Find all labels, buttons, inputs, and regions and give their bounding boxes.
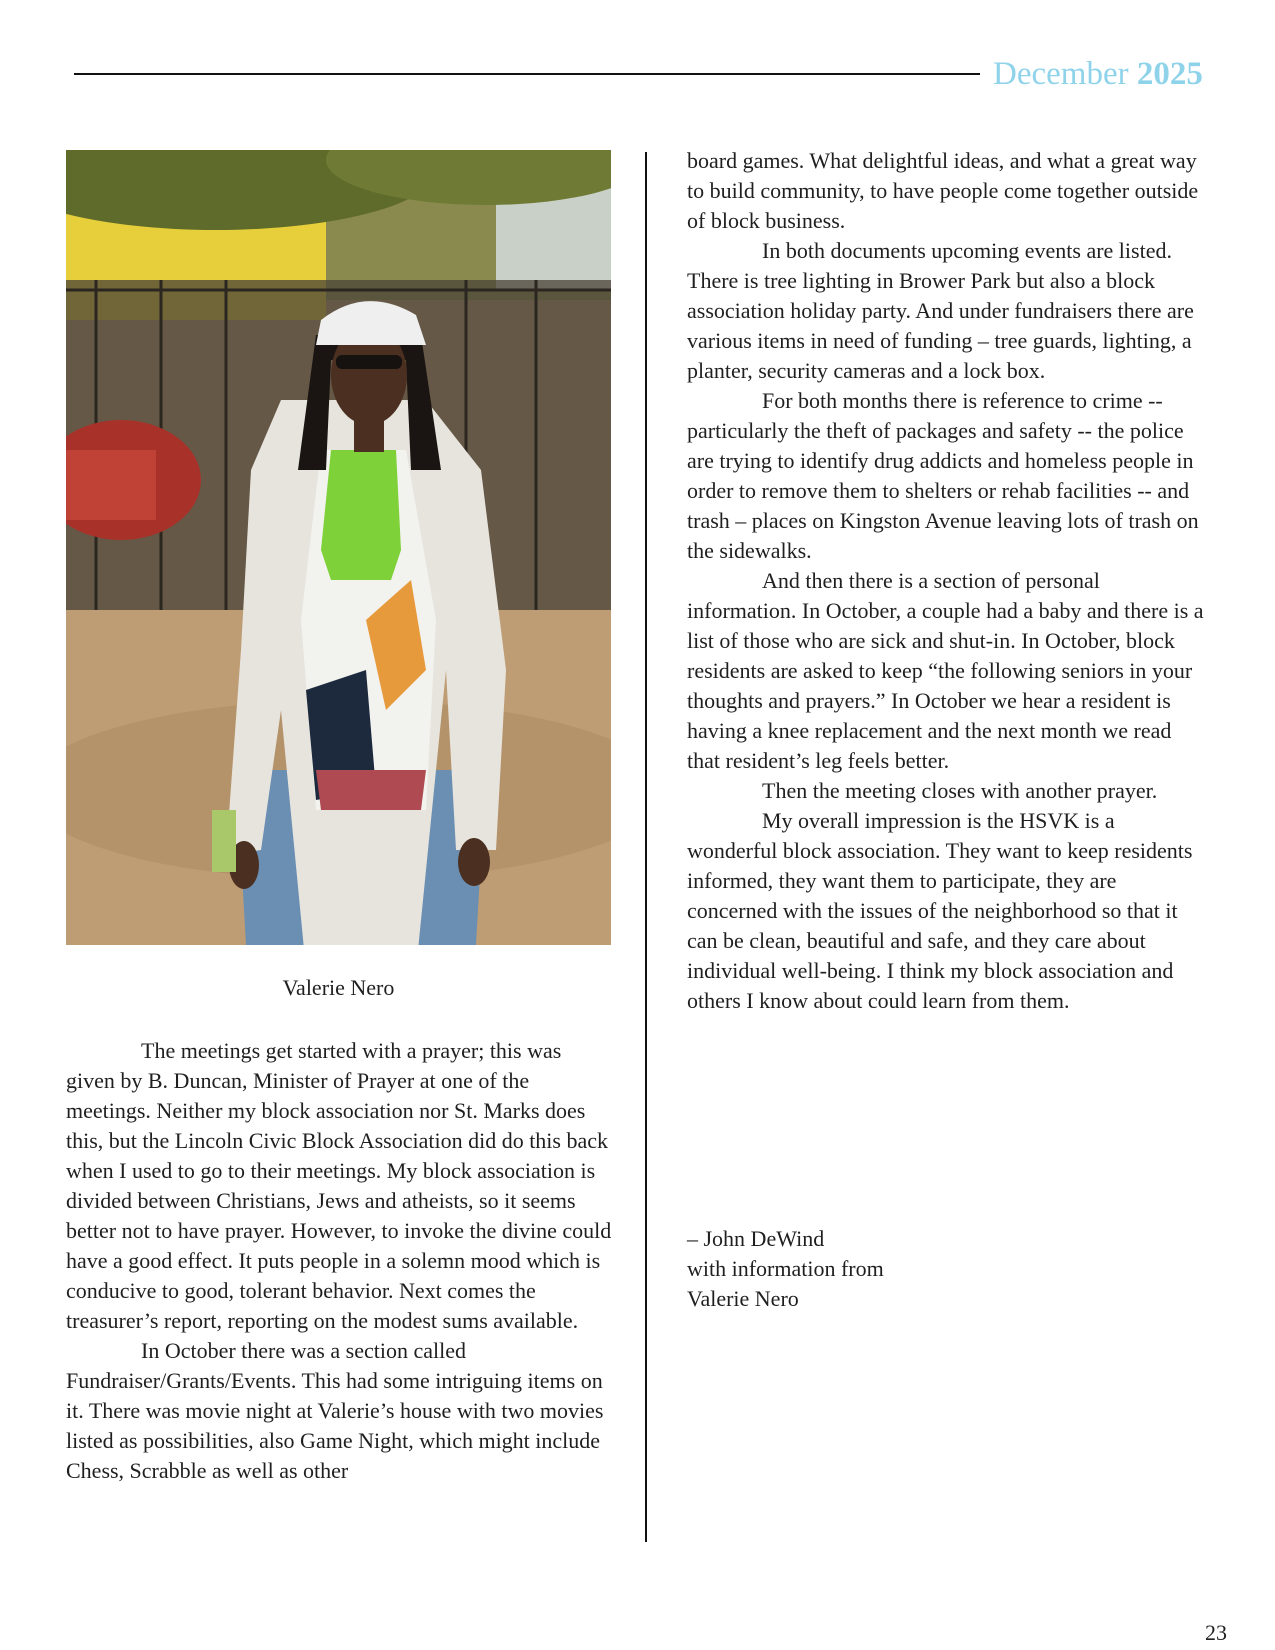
- paragraph: The meetings get started with a prayer; this was given by B. Duncan, Minister of Prayer at one of the meetings. Neither my block association nor St. Marks does this, but the Lincoln Civic Block Association did do this back when I used to go to their meetings. My block association is divided between Christians, Jews and atheists, so it seems better not to have prayer. However, to invoke the divine could have a good effect. It puts people in a solemn mood which is conducive to good, tolerant behavior. Next comes the treasurer’s report, reporting on the modest sums available.: [66, 1038, 612, 1333]
- signature-line: – John DeWind: [687, 1226, 825, 1251]
- column-divider: [645, 152, 647, 1542]
- paragraph: For both months there is reference to crime -- particularly the theft of packages and safety -- the police are trying to identify drug addicts and homeless people in order to remove them to shelters or rehab facilities -- and trash – places on Kingston Avenue leaving lots of trash on the sidewalks.: [687, 388, 1199, 563]
- article-left-column: [66, 1036, 614, 1486]
- page-number: 23: [1205, 1620, 1227, 1645]
- issue-date: [993, 52, 1203, 96]
- paragraph: In October there was a section called Fundraiser/Grants/Events. This had some intriguing items on it. There was movie night at Valerie’s house with two movies listed as possibilities, also Game Night, which might include Chess, Scrabble as well as other: [66, 1338, 604, 1483]
- author-signature: [687, 1224, 884, 1314]
- issue-year: 2025: [1136, 56, 1203, 92]
- header-rule: [74, 73, 980, 75]
- signature-line: with information from: [687, 1256, 884, 1281]
- paragraph: And then there is a section of personal information. In October, a couple had a baby and there is a list of those who are sick and shut-in. In October, block residents are asked to keep “the following seniors in your thoughts and prayers.” In October we hear a resident is having a knee replacement and the next month we read that resident’s leg feels better.: [687, 568, 1204, 773]
- photo-valerie-nero: [66, 150, 611, 945]
- paragraph-continuation: board games. What delightful ideas, and what a great way to build community, to have people come together outside of block business.: [687, 148, 1199, 233]
- paragraph: My overall impression is the HSVK is a wonderful block association. They want to keep residents informed, they want them to participate, they are concerned with the issues of the neighborhood so that it can be clean, beautiful and safe, and they care about individual well-being. I think my block association and others I know about could learn from them.: [687, 808, 1193, 1013]
- article-right-column: [687, 146, 1209, 1016]
- photo-caption: Valerie Nero: [282, 975, 395, 1000]
- issue-month: December: [993, 56, 1129, 92]
- signature-line: Valerie Nero: [687, 1286, 799, 1311]
- paragraph: In both documents upcoming events are listed. There is tree lighting in Brower Park but also a block association holiday party. And under fundraisers there are various items in need of funding – tree guards, lighting, a planter, security cameras and a lock box.: [687, 238, 1194, 383]
- paragraph: Then the meeting closes with another prayer.: [762, 778, 1158, 803]
